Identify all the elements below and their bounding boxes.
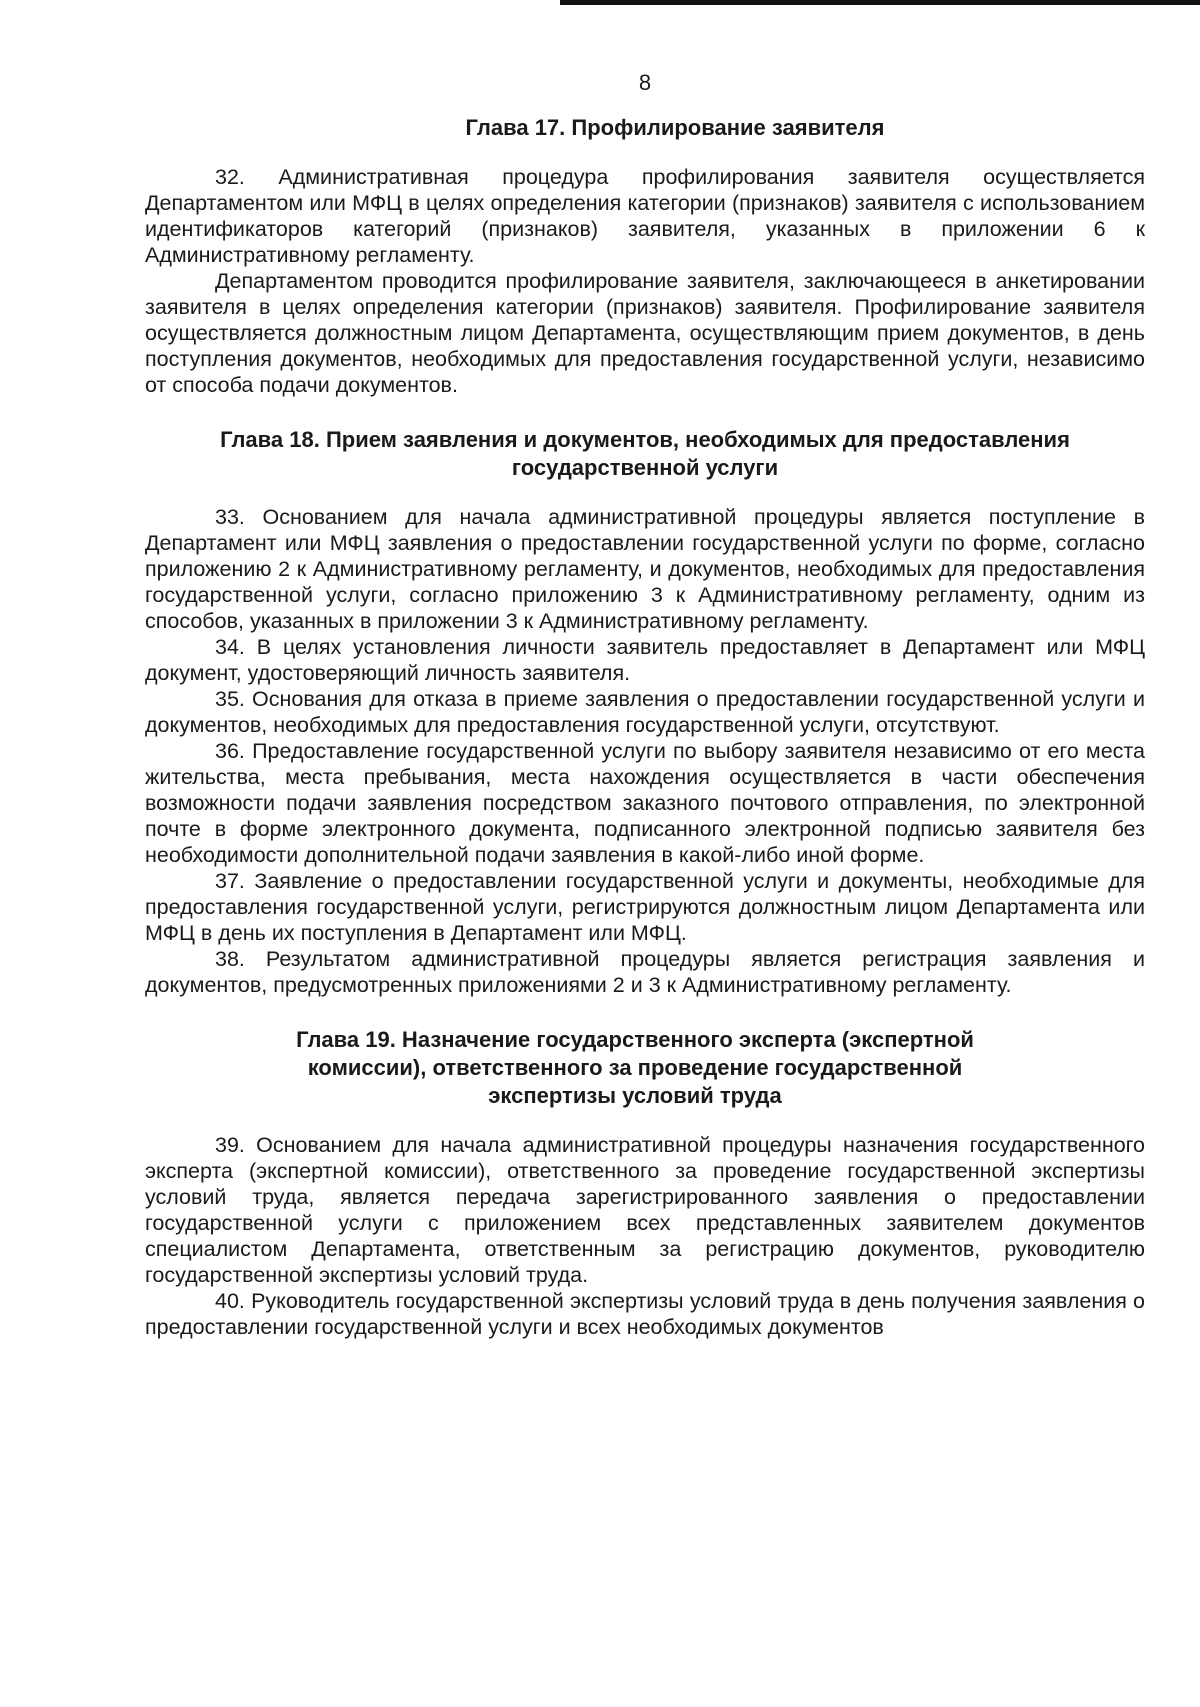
paragraph-33: 33. Основанием для начала административной процедуры является поступление в Департамент или МФЦ заявления о предоставлении государственной услуги по форме, согласно приложению 2 к Административному регламенту, и документов, необходимых для предоставления государственной услуги, согласно приложению 3 к Административному регламенту, одним из способов, указанных в приложении 3 к Административному регламенту.	[145, 505, 1145, 633]
chapter-19-title: Глава 19. Назначение государственного эксперта (экспертной комиссии), ответственного за проведение государственной экспертизы условий труда	[296, 1027, 974, 1108]
paragraph-37: 37. Заявление о предоставлении государственной услуги и документы, необходимые для предоставления государственной услуги, регистрируются должностным лицом Департамента или МФЦ в день их поступления в Департамент или МФЦ.	[145, 869, 1145, 945]
chapter-18-title: Глава 18. Прием заявления и документов, необходимых для предоставления государственной услуги	[220, 427, 1070, 480]
paragraph-34: 34. В целях установления личности заявитель предоставляет в Департамент или МФЦ документ, удостоверяющий личность заявителя.	[145, 635, 1145, 685]
paragraph-38: 38. Результатом административной процедуры является регистрация заявления и документов, предусмотренных приложениями 2 и 3 к Административному регламенту.	[145, 947, 1145, 997]
document-page	[145, 70, 1145, 1340]
paragraph-profiling: Департаментом проводится профилирование заявителя, заключающееся в анкетировании заявителя в целях определения категории (признаков) заявителя. Профилирование заявителя осуществляется должностным лицом Департамента, осуществляющим прием документов, в день поступления документов, необходимых для предоставления государственной услуги, независимо от способа подачи документов.	[145, 269, 1145, 397]
paragraph-36: 36. Предоставление государственной услуги по выбору заявителя независимо от его места жительства, места пребывания, места нахождения осуществляется в части обеспечения возможности подачи заявления посредством заказного почтового отправления, по электронной почте в форме электронного документа, подписанного электронной подписью заявителя без необходимости дополнительной подачи заявления в какой-либо иной форме.	[145, 739, 1145, 867]
chapter-18	[145, 426, 1145, 998]
chapter-17	[145, 114, 1145, 398]
chapter-19	[145, 1026, 1145, 1340]
paragraph-35: 35. Основания для отказа в приеме заявления о предоставлении государственной услуги и документов, необходимых для предоставления государственной услуги, отсутствуют.	[145, 687, 1145, 737]
page-number: 8	[638, 70, 652, 95]
paragraph-39: 39. Основанием для начала административной процедуры назначения государственного эксперта (экспертной комиссии), ответственного за проведение государственной экспертизы условий труда, является передача зарегистрированного заявления о предоставлении государственной услуги с приложением всех представленных заявителем документов специалистом Департамента, ответственным за регистрацию документов, руководителю государственной экспертизы условий труда.	[145, 1133, 1145, 1287]
chapter-17-title: Глава 17. Профилирование заявителя	[465, 115, 885, 140]
scan-edge-mark	[560, 0, 1200, 5]
paragraph-40: 40. Руководитель государственной экспертизы условий труда в день получения заявления о предоставлении государственной услуги и всех необходимых документов	[145, 1289, 1145, 1339]
paragraph-32: 32. Административная процедура профилирования заявителя осуществляется Департаментом или МФЦ в целях определения категории (признаков) заявителя с использованием идентификаторов категорий (признаков) заявителя, указанных в приложении 6 к Административному регламенту.	[145, 165, 1145, 267]
